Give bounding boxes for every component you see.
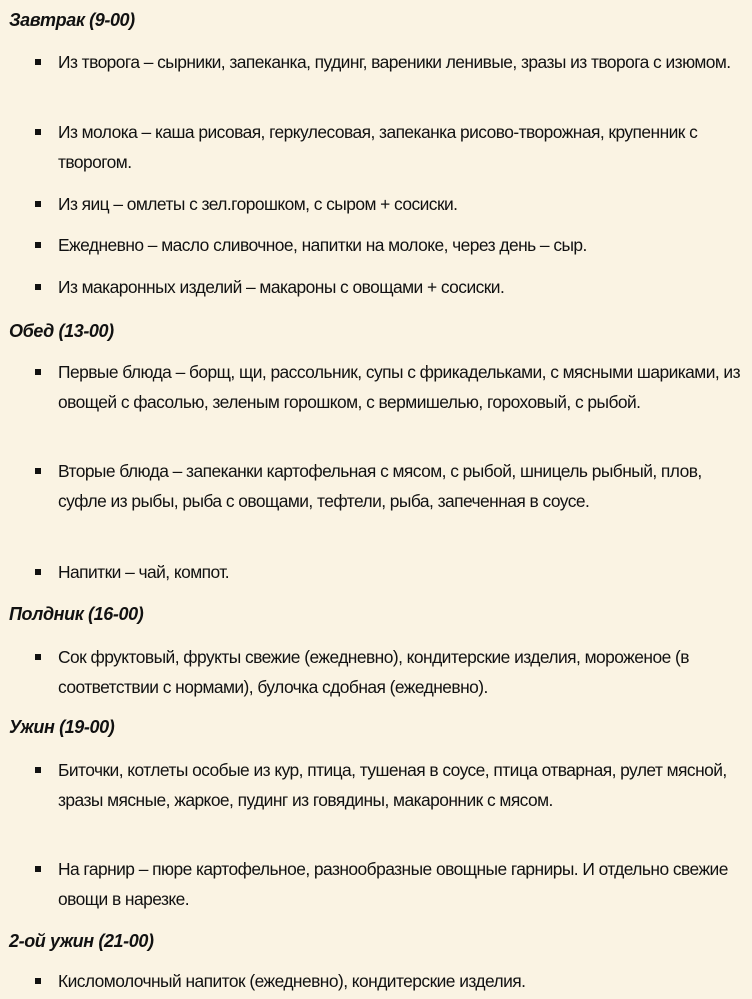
list-item	[58, 190, 752, 220]
square-bullet-icon	[35, 59, 41, 65]
square-bullet-icon	[35, 654, 41, 660]
list-item	[58, 967, 752, 997]
section-title-dinner: Ужин (19-00)	[9, 717, 115, 737]
list-item-text: Из молока – каша рисовая, геркулесовая, запеканка рисово-творожная, крупенник с творогом.	[58, 122, 698, 172]
list-item-text: Из макаронных изделий – макароны с овощами + сосиски.	[58, 277, 505, 297]
square-bullet-icon	[35, 866, 41, 872]
list-item	[58, 558, 752, 588]
list-item-text: Биточки, котлеты особые из кур, птица, тушеная в соусе, птица отварная, рулет мясной, зразы мясные, жаркое, пудинг из говядины, макаронник с мясом.	[58, 760, 727, 810]
square-bullet-icon	[35, 129, 41, 135]
list-item-text: Сок фруктовый, фрукты свежие (ежедневно), кондитерские изделия, мороженое (в соответствии с нормами), булочка сдобная (ежедневно).	[58, 647, 689, 697]
list-item	[58, 118, 752, 177]
square-bullet-icon	[35, 468, 41, 474]
square-bullet-icon	[35, 201, 41, 207]
list-item	[58, 756, 752, 815]
list-item-text: Из яиц – омлеты с зел.горошком, с сыром + сосиски.	[58, 194, 458, 214]
square-bullet-icon	[35, 569, 41, 575]
list-item-text: Из творога – сырники, запеканка, пудинг, вареники ленивые, зразы из творога с изюмом.	[58, 52, 731, 72]
section-title-lunch: Обед (13-00)	[9, 321, 114, 341]
list-item-text: Первые блюда – борщ, щи, рассольник, супы с фрикадельками, с мясными шариками, из овощей с фасолью, зеленым горошком, с вермишелью, гороховый, с рыбой.	[58, 362, 741, 412]
list-item	[58, 231, 752, 261]
square-bullet-icon	[35, 242, 41, 248]
section-title-second-dinner: 2-ой ужин (21-00)	[9, 931, 154, 951]
list-item-text: Напитки – чай, компот.	[58, 562, 230, 582]
square-bullet-icon	[35, 978, 41, 984]
square-bullet-icon	[35, 767, 41, 773]
section-title-afternoon-snack: Полдник (16-00)	[9, 604, 144, 624]
list-item	[58, 273, 752, 303]
list-item	[58, 457, 752, 516]
section-title-breakfast: Завтрак (9-00)	[9, 10, 135, 30]
square-bullet-icon	[35, 369, 41, 375]
list-item	[58, 643, 752, 702]
list-item-text: Вторые блюда – запеканки картофельная с мясом, с рыбой, шницель рыбный, плов, суфле из рыбы, рыба с овощами, тефтели, рыба, запеченная в соусе.	[58, 461, 702, 511]
list-item-text: На гарнир – пюре картофельное, разнообразные овощные гарниры. И отдельно свежие овощи в нарезке.	[58, 859, 728, 909]
list-item	[58, 358, 752, 417]
list-item	[58, 855, 752, 914]
square-bullet-icon	[35, 284, 41, 290]
list-item-text: Ежедневно – масло сливочное, напитки на молоке, через день – сыр.	[58, 235, 587, 255]
list-item-text: Кисломолочный напиток (ежедневно), кондитерские изделия.	[58, 971, 526, 991]
list-item	[58, 48, 752, 78]
